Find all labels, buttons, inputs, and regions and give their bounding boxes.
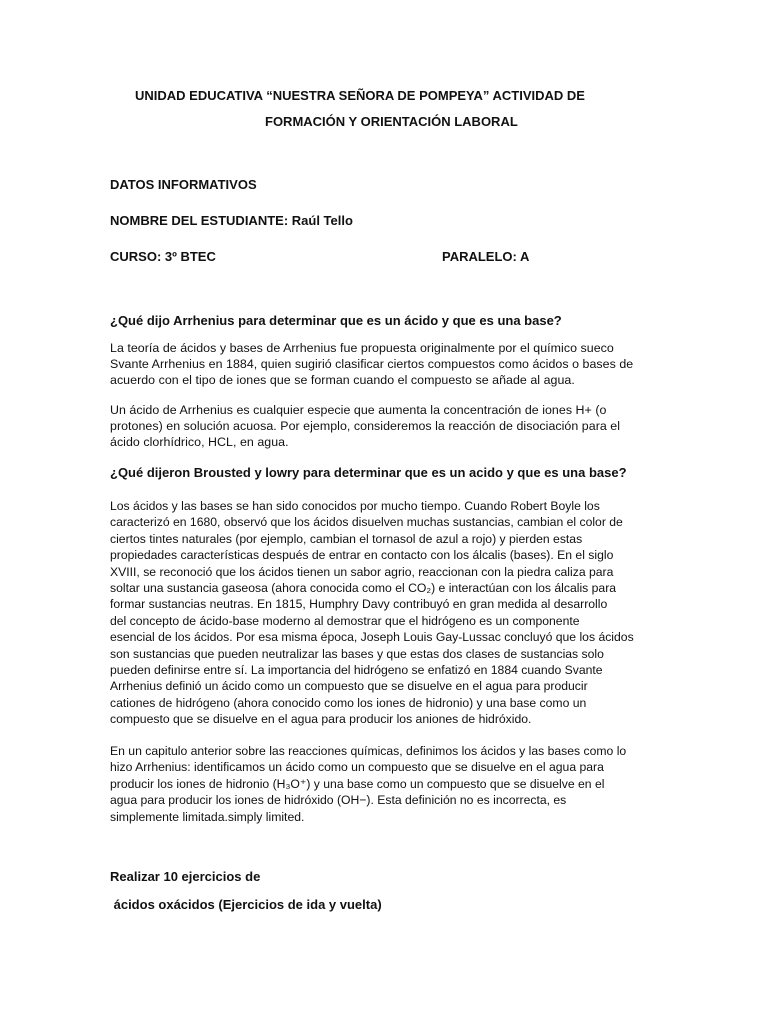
text-line: simplemente limitada.simply limited. — [110, 809, 305, 824]
text-line: del concepto de ácido-base moderno al demostrar que el hidrógeno es un componente — [110, 613, 580, 628]
text-line: agua para producir los iones de hidróxido (OH−). Esta definición no es incorrecta, es — [110, 793, 567, 808]
text-line: compuesto que se disuelve en el agua para producir los aniones de hidróxido. — [110, 712, 532, 727]
question-bronsted-lowry: ¿Qué dijeron Brousted y lowry para determinar que es un acido y que es una base? — [110, 465, 627, 480]
text-line: formar sustancias neutras. En 1815, Humphry Davy contribuyó en gran medida al desarrollo — [110, 597, 608, 612]
course-label: CURSO: 3º BTEC — [110, 249, 216, 264]
paragraph-arrhenius-2 — [110, 402, 620, 451]
text-line: pueden definirse entre sí. La importancia del hidrógeno se enfatizó en 1884 cuando Svante — [110, 663, 603, 678]
text-line: ácido clorhídrico, HCL, en agua. — [110, 435, 289, 450]
text-line: cationes de hidrógeno (ahora conocido como los iones de hidronio) y una base como un — [110, 695, 587, 710]
text-line: Svante Arrhenius en 1884, quien sugirió clasificar ciertos compuestos como ácidos o bases de — [110, 357, 634, 372]
document-title-line-2: FORMACIÓN Y ORIENTACIÓN LABORAL — [265, 114, 518, 129]
text-line: protones) en solución acuosa. Por ejemplo, consideremos la reacción de disociación para el — [110, 419, 621, 434]
text-line: Los ácidos y las bases se han sido conocidos por mucho tiempo. Cuando Robert Boyle los — [110, 499, 600, 513]
text-line: caracterizó en 1680, observó que los ácidos disuelven muchas sustancias, cambian el color de — [110, 515, 623, 530]
text-line: Arrhenius definió un ácido como un compuesto que se disuelve en el agua para producir — [110, 679, 588, 694]
paragraph-bronsted-1 — [110, 498, 634, 728]
text-line: soltar una sustancia gaseosa (ahora conocida como el CO₂) e interactúan con los álcalis para — [110, 581, 617, 596]
text-line: XVIII, se reconoció que los ácidos tienen un sabor agrio, reaccionan con la piedra caliza para — [110, 564, 614, 579]
text-line: producir los iones de hidronio (H₃O⁺) y una base como un compuesto que se disuelve en el — [110, 776, 605, 791]
parallel-label: PARALELO: A — [442, 249, 530, 264]
document-title-line-1: UNIDAD EDUCATIVA “NUESTRA SEÑORA DE POMPEYA” ACTIVIDAD DE — [135, 88, 585, 103]
question-arrhenius: ¿Qué dijo Arrhenius para determinar que es un ácido y que es una base? — [110, 313, 562, 328]
text-line: esencial de los ácidos. Por esa misma época, Joseph Louis Gay-Lussac concluyó que los ácidos — [110, 630, 634, 645]
text-line: hizo Arrhenius: identificamos un ácido como un compuesto que se disuelve en el agua para — [110, 760, 604, 775]
section-heading-info: DATOS INFORMATIVOS — [110, 177, 257, 192]
text-line: propiedades características después de entrar en contacto con los álcalis (bases). En el siglo — [110, 548, 614, 563]
text-line: En un capitulo anterior sobre las reacciones químicas, definimos los ácidos y las bases como lo — [110, 744, 627, 758]
exercise-instruction: Realizar 10 ejercicios de — [110, 869, 261, 884]
exercise-topic: ácidos oxácidos (Ejercicios de ida y vuelta) — [110, 897, 382, 912]
text-line: son sustancias que pueden neutralizar las bases y que estas dos clases de sustancias solo — [110, 646, 604, 661]
student-name: NOMBRE DEL ESTUDIANTE: Raúl Tello — [110, 213, 353, 228]
paragraph-arrhenius-1 — [110, 340, 633, 389]
text-line: Un ácido de Arrhenius es cualquier especie que aumenta la concentración de iones H+ (o — [110, 403, 607, 417]
paragraph-bronsted-2 — [110, 743, 626, 825]
text-line: ciertos tintes naturales (por ejemplo, cambian el tornasol de azul a rojo) y pierden estas — [110, 531, 583, 546]
text-line: La teoría de ácidos y bases de Arrhenius fue propuesta originalmente por el químico sueco — [110, 341, 614, 355]
text-line: acuerdo con el tipo de iones que se forman cuando el compuesto se añade al agua. — [110, 373, 575, 388]
